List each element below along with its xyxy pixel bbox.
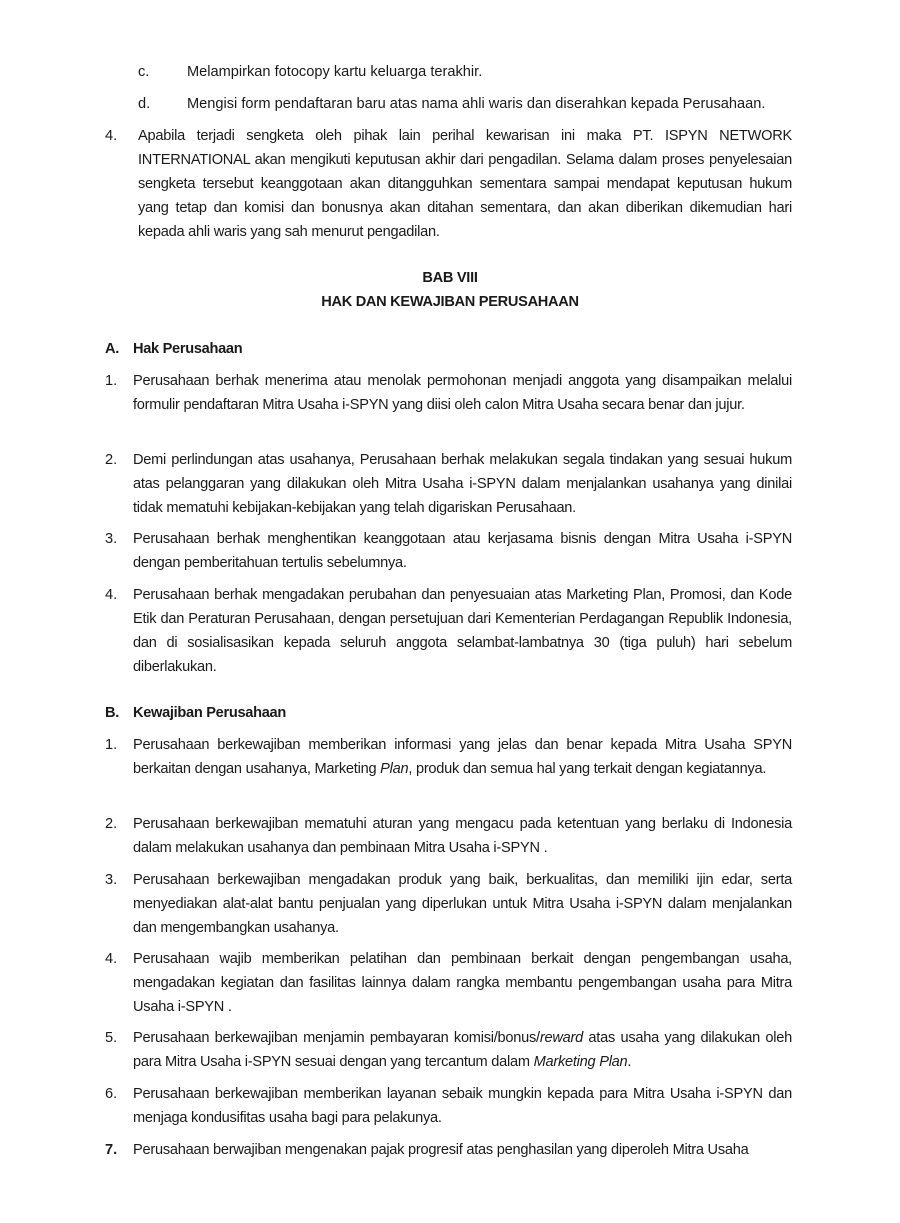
section-a-marker: A.: [105, 341, 119, 357]
list-item-text: Perusahaan berkewajiban mengadakan produk yang baik, berkualitas, dan memiliki ijin edar, serta menyediakan alat-alat bantu penjualan yang diperlukan untuk Mitra Usaha i-SPYN dalam menjalankan dan mengembangkan usahanya.: [133, 872, 792, 936]
sub-item-text: Mengisi form pendaftaran baru atas nama ahli waris dan diserahkan kepada Perusahaan.: [187, 96, 766, 112]
list-item-text: Perusahaan wajib memberikan pelatihan dan pembinaan berkait dengan pengembangan usaha, mengadakan kegiatan dan fasilitas lainnya dalam rangka membantu pengembangan usaha para Mitra Usaha i-SPYN .: [133, 951, 792, 1015]
section-b-title: Kewajiban Perusahaan: [133, 705, 286, 721]
chapter-title: HAK DAN KEWAJIBAN PERUSAHAAN: [321, 294, 579, 310]
list-item-text: Demi perlindungan atas usahanya, Perusahaan berhak melakukan segala tindakan yang sesuai hukum atas pelanggaran yang dilakukan oleh Mitra Usaha i-SPYN dalam menjalankan usahanya yang dinilai tidak mematuhi kebijakan-kebijakan yang telah digariskan Perusahaan.: [133, 452, 792, 516]
list-item-marker: 6.: [105, 1086, 118, 1102]
list-item-text: Perusahaan berkewajiban menjamin pembayaran komisi/bonus/reward atas usaha yang dilakukan oleh para Mitra Usaha i-SPYN sesuai dengan yang tercantum dalam Marketing Plan.: [133, 1030, 792, 1070]
italic-term: reward: [539, 1030, 583, 1046]
list-item-marker: 3.: [105, 872, 118, 888]
list-item-text: Perusahaan berkewajiban memberikan informasi yang jelas dan benar kepada Mitra Usaha SPYN berkaitan dengan usahanya, Marketing Plan, produk dan semua hal yang terkait dengan kegiatannya.: [133, 737, 792, 777]
list-item-marker: 2.: [105, 816, 118, 832]
list-item-text: Perusahaan berkewajiban mematuhi aturan yang mengacu pada ketentuan yang berlaku di Indonesia dalam melakukan usahanya dan pembinaan Mitra Usaha i-SPYN .: [133, 816, 792, 856]
list-item-text: Perusahaan berhak menerima atau menolak permohonan menjadi anggota yang disampaikan melalui formulir pendaftaran Mitra Usaha i-SPYN yang diisi oleh calon Mitra Usaha secara benar dan jujur.: [133, 373, 792, 413]
list-item-marker: 5.: [105, 1030, 118, 1046]
list-item-text: Perusahaan berhak mengadakan perubahan dan penyesuaian atas Marketing Plan, Promosi, dan Kode Etik dan Peraturan Perusahaan, dengan persetujuan dari Kementerian Perdagangan Republik Indonesia, dan di sosialisasikan kepada seluruh anggota selambat-lambatnya 30 (tiga puluh) hari sebelum diberlakukan.: [133, 587, 792, 675]
italic-term: Marketing Plan: [533, 1054, 628, 1070]
list-item-marker: 1.: [105, 737, 118, 753]
list-item-text: Apabila terjadi sengketa oleh pihak lain perihal kewarisan ini maka PT. ISPYN NETWORK INTERNATIONAL akan mengikuti keputusan akhir dari pengadilan. Selama dalam proses penyelesaian sengketa tersebut keanggotaan akan ditangguhkan sementara sampai mendapat keputusan hukum yang tetap dan komisi dan bonusnya akan ditahan sementara, dan akan diberikan dikemudian hari kepada ahli waris yang sah menurut pengadilan.: [138, 128, 792, 240]
italic-term: Plan: [380, 761, 409, 777]
list-item-text: Perusahaan berkewajiban memberikan layanan sebaik mungkin kepada para Mitra Usaha i-SPYN dan menjaga kondusifitas usaha bagi para pelakunya.: [133, 1086, 792, 1126]
sub-item-marker: c.: [138, 64, 150, 80]
list-item-marker: 3.: [105, 531, 118, 547]
sub-item-text: Melampirkan fotocopy kartu keluarga terakhir.: [187, 64, 483, 80]
list-item-marker: 7.: [105, 1142, 118, 1158]
section-b-marker: B.: [105, 705, 119, 721]
list-item-marker: 1.: [105, 373, 118, 389]
chapter-number: BAB VIII: [422, 270, 478, 286]
list-item-text: Perusahaan berwajiban mengenakan pajak progresif atas penghasilan yang diperoleh Mitra Usaha: [133, 1142, 749, 1158]
list-item-marker: 4.: [105, 587, 118, 603]
section-a-title: Hak Perusahaan: [133, 341, 243, 357]
list-item-text: Perusahaan berhak menghentikan keanggotaan atau kerjasama bisnis dengan Mitra Usaha i-SPYN dengan pemberitahuan tertulis sebelumnya.: [133, 531, 792, 571]
list-item-marker: 2.: [105, 452, 118, 468]
list-item-marker: 4.: [105, 128, 118, 144]
sub-item-marker: d.: [138, 96, 151, 112]
list-item-marker: 4.: [105, 951, 118, 967]
